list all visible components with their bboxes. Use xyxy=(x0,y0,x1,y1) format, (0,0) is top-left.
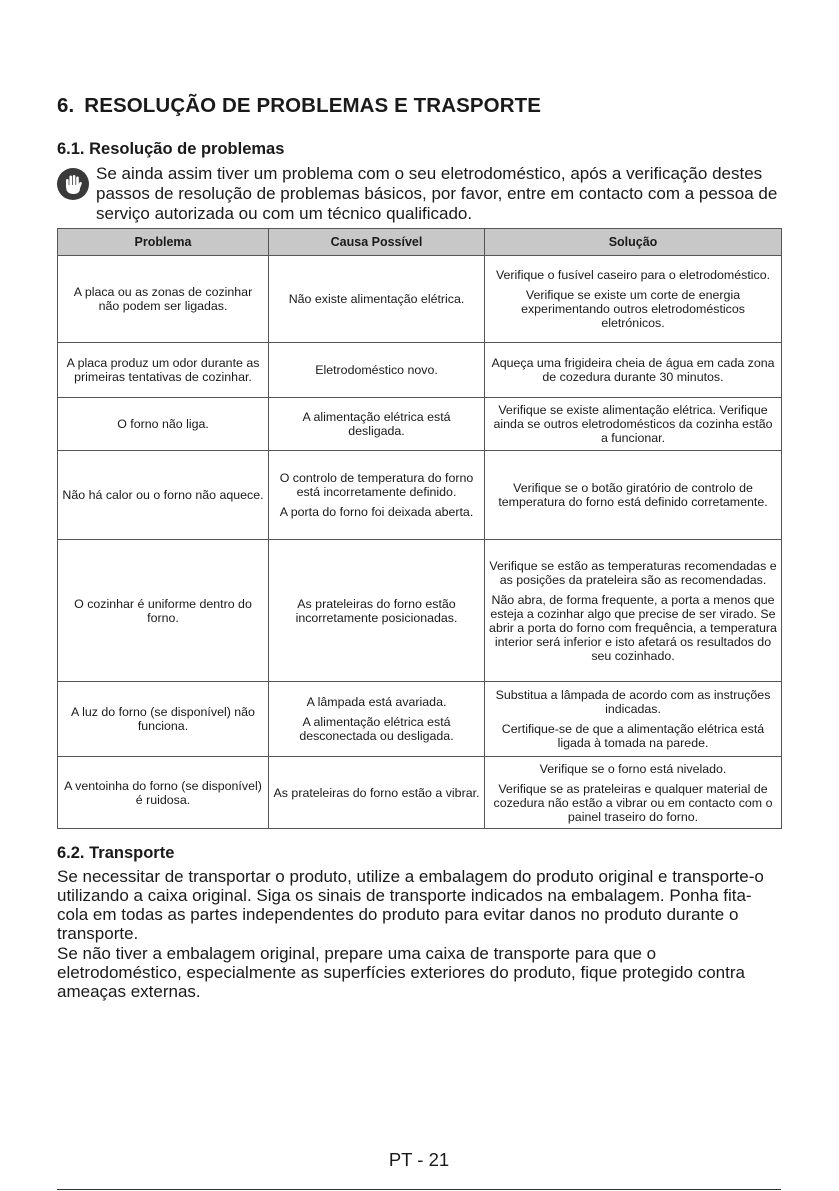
cause-cell xyxy=(269,540,485,682)
hand-stop-icon xyxy=(57,168,89,200)
problem-cell: O forno não liga. xyxy=(58,398,269,451)
footer-rule xyxy=(57,1189,781,1190)
solution-text: Verifique se existe alimentação elétrica. Verifique ainda se outros eletrodomésticos da cozinha estão a funcionar. xyxy=(493,403,773,445)
solution-cell xyxy=(485,540,782,682)
table-row xyxy=(58,682,782,757)
column-header-problem: Problema xyxy=(58,229,269,256)
solution-cell xyxy=(485,682,782,757)
transport-paragraph-1: Se necessitar de transportar o produto, utilize a embalagem do produto original e transporte-o utilizando a caixa original. Siga os sinais de transporte indicados na embalagem. Ponha fita-cola em todas as partes independentes do produto para evitar danos no produto durante o transporte. xyxy=(57,867,764,943)
solution-text: Verifique se o forno está nivelado. xyxy=(539,761,727,776)
cause-text: A alimentação elétrica está desconectada ou desligada. xyxy=(299,715,454,743)
column-header-solution: Solução xyxy=(485,229,782,256)
cause-text: As prateleiras do forno estão a vibrar. xyxy=(273,785,480,800)
solution-text: Aqueça uma frigideira cheia de água em cada zona de cozedura durante 30 minutos. xyxy=(491,356,775,384)
problem-cell: A placa ou as zonas de cozinhar não podem ser ligadas. xyxy=(58,256,269,343)
solution-text: Verifique se estão as temperaturas recomendadas e as posições da prateleira são as recomendadas. xyxy=(489,558,777,587)
cause-cell xyxy=(269,343,485,398)
solution-text: Substitua a lâmpada de acordo com as instruções indicadas. xyxy=(495,688,771,716)
chapter-title: RESOLUÇÃO DE PROBLEMAS E TRASPORTE xyxy=(84,94,542,117)
chapter-number: 6. xyxy=(57,94,75,117)
cause-text: Não existe alimentação elétrica. xyxy=(288,292,465,306)
cause-cell xyxy=(269,398,485,451)
transport-paragraph-2: Se não tiver a embalagem original, prepare uma caixa de transporte para que o eletrodoméstico, especialmente as superfícies exteriores do produto, fique protegido contra ameaças externas. xyxy=(57,944,745,1001)
solution-text: Certifique-se de que a alimentação elétrica está ligada à tomada na parede. xyxy=(501,722,765,750)
table-row xyxy=(58,398,782,451)
page-number: PT - 21 xyxy=(388,1149,450,1170)
cause-cell xyxy=(269,682,485,757)
solution-cell xyxy=(485,343,782,398)
column-header-cause: Causa Possível xyxy=(269,229,485,256)
cause-text: A alimentação elétrica está desligada. xyxy=(302,410,451,438)
section-title-troubleshooting: 6.1. Resolução de problemas xyxy=(57,140,285,158)
problem-cell: A luz do forno (se disponível) não funciona. xyxy=(58,682,269,757)
section-title-transport: 6.2. Transporte xyxy=(57,844,175,862)
troubleshooting-table xyxy=(57,228,782,829)
solution-cell xyxy=(485,451,782,540)
problem-cell: A placa produz um odor durante as primeiras tentativas de cozinhar. xyxy=(58,343,269,398)
table-row xyxy=(58,451,782,540)
chapter-heading xyxy=(57,94,541,118)
solution-cell xyxy=(485,398,782,451)
cause-text: Eletrodoméstico novo. xyxy=(315,363,438,377)
problem-cell: Não há calor ou o forno não aquece. xyxy=(58,451,269,540)
intro-text: Se ainda assim tiver um problema com o seu eletrodoméstico, após a verificação destes passos de resolução de problemas básicos, por favor, entre em contacto com a pessoa de serviço autorizada ou com um técnico qualificado. xyxy=(96,164,778,223)
table-header-row xyxy=(58,229,782,256)
solution-cell xyxy=(485,757,782,829)
solution-text: Verifique o fusível caseiro para o eletrodoméstico. xyxy=(495,268,771,282)
solution-text: Verifique se o botão giratório de controlo de temperatura do forno está definido corretamente. xyxy=(498,481,768,509)
table-row xyxy=(58,256,782,343)
solution-cell xyxy=(485,256,782,343)
solution-text: Verifique se as prateleiras e qualquer material de cozedura não estão a vibrar ou em contacto com o painel traseiro do forno. xyxy=(493,781,773,824)
cause-text: A porta do forno foi deixada aberta. xyxy=(279,505,474,519)
solution-text: Verifique se existe um corte de energia experimentando outros eletrodomésticos eletrónicos. xyxy=(521,288,745,330)
table-row xyxy=(58,540,782,682)
cause-cell xyxy=(269,757,485,829)
cause-text: A lâmpada está avariada. xyxy=(306,695,447,709)
table-row xyxy=(58,343,782,398)
solution-text: Não abra, de forma frequente, a porta a menos que esteja a cozinhar algo que precise de ser virado. Se abrir a porta do forno com frequência, a temperatura interior será inferior e isto afetará os resultados do seu cozinhado. xyxy=(489,592,777,663)
problem-cell: A ventoinha do forno (se disponível) é ruidosa. xyxy=(58,757,269,829)
cause-text: O controlo de temperatura do forno está incorretamente definido. xyxy=(279,471,474,499)
cause-text: As prateleiras do forno estão incorretamente posicionadas. xyxy=(295,596,458,625)
cause-cell xyxy=(269,451,485,540)
cause-cell xyxy=(269,256,485,343)
table-row xyxy=(58,757,782,829)
problem-cell: O cozinhar é uniforme dentro do forno. xyxy=(58,540,269,682)
